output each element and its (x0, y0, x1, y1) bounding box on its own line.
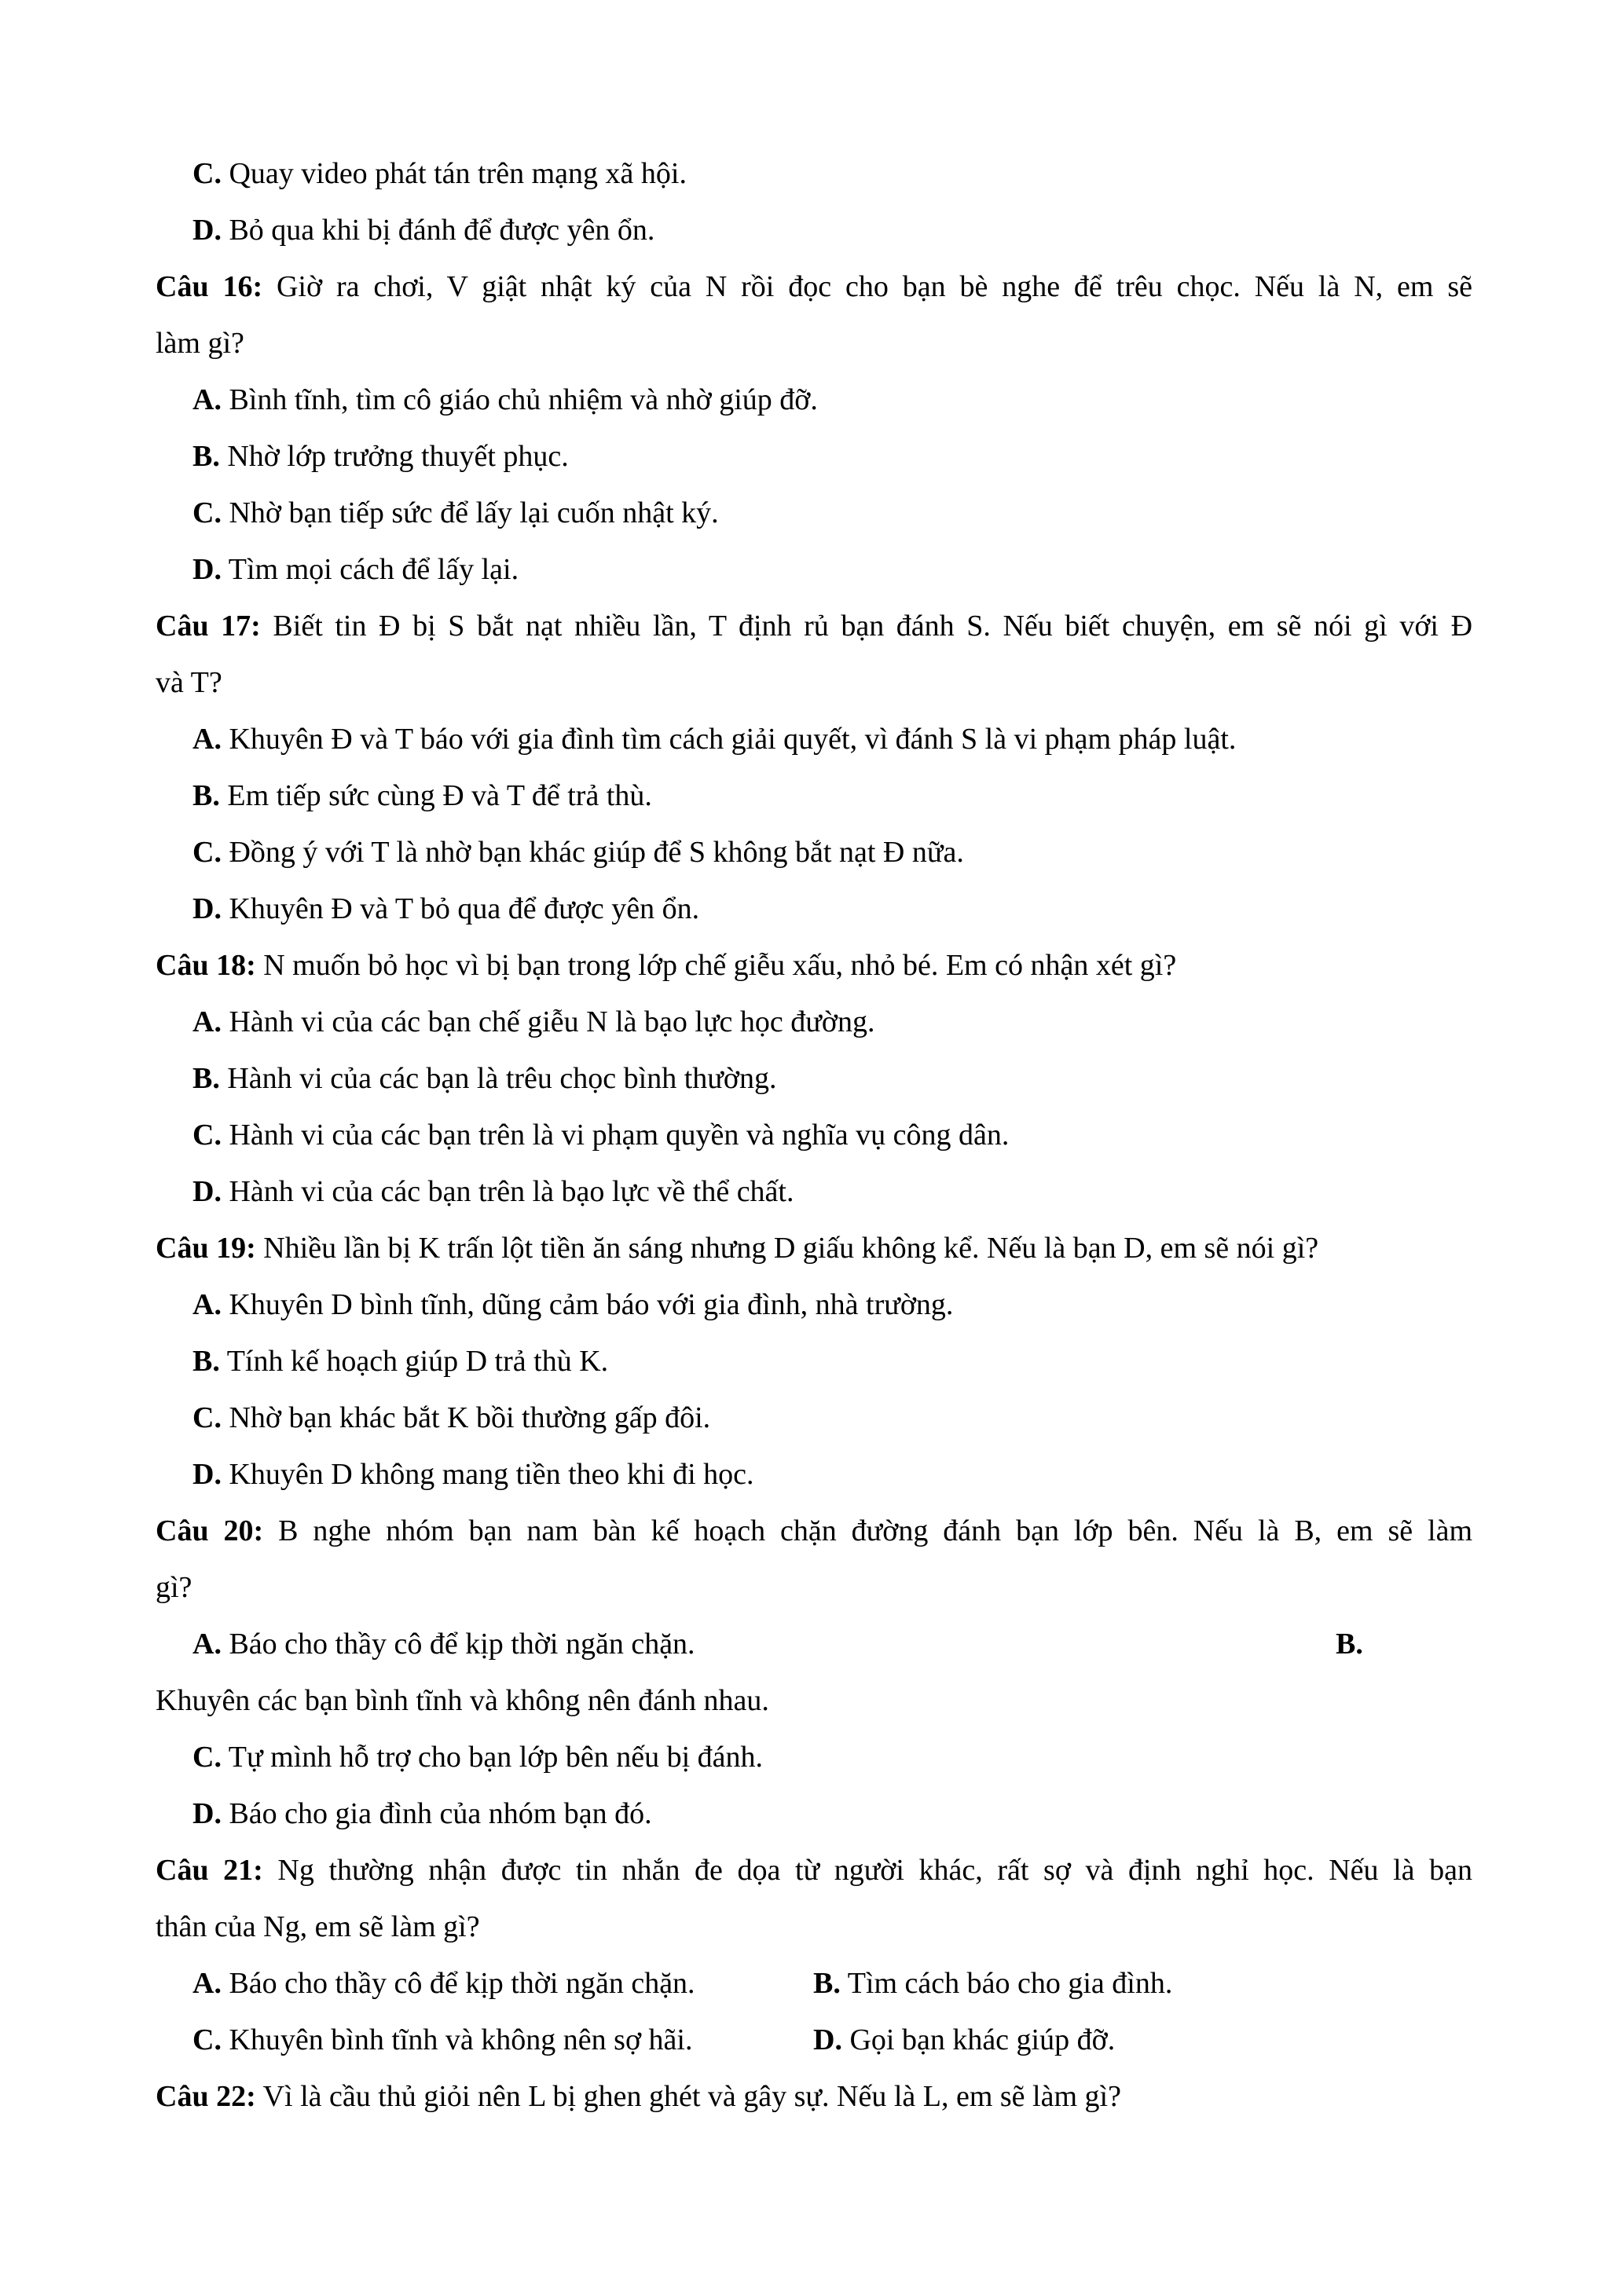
option-c: C. Tự mình hỗ trợ cho bạn lớp bên nếu bị đánh. (192, 1741, 764, 1774)
option-b: B. Tìm cách báo cho gia đình. (813, 1967, 1173, 2000)
question-20-stem: Câu 20: B nghe nhóm bạn nam bàn kế hoạch chặn đường đánh bạn lớp bên. Nếu là B, em sẽ làm (156, 1514, 1473, 1547)
question-19-stem: Câu 19: Nhiều lần bị K trấn lột tiền ăn sáng nhưng D giấu không kể. Nếu là bạn D, em sẽ nói gì? (156, 1232, 1319, 1265)
question-20-stem-cont: gì? (156, 1571, 192, 1604)
option-d: D. Khuyên Đ và T bỏ qua để được yên ổn. (192, 892, 700, 925)
option-d: D. Bỏ qua khi bị đánh để được yên ổn. (192, 214, 655, 247)
option-a: A. Báo cho thầy cô để kịp thời ngăn chặn. (192, 1628, 695, 1661)
option-row-cd (192, 2023, 1116, 2056)
option-b: B. Nhờ lớp trưởng thuyết phục. (192, 440, 569, 473)
question-22-stem: Câu 22: Vì là cầu thủ giỏi nên L bị ghen ghét và gây sự. Nếu là L, em sẽ làm gì? (156, 2080, 1121, 2113)
question-17-stem: Câu 17: Biết tin Đ bị S bắt nạt nhiều lần, T định rủ bạn đánh S. Nếu biết chuyện, em sẽ nói gì với Đ (156, 610, 1473, 643)
option-b: B. Tính kế hoạch giúp D trả thù K. (192, 1345, 609, 1378)
option-c: C. Nhờ bạn khác bắt K bồi thường gấp đôi. (192, 1401, 711, 1434)
option-c: C. Khuyên bình tĩnh và không nên sợ hãi. (192, 2023, 693, 2056)
option-a: A. Bình tĩnh, tìm cô giáo chủ nhiệm và nhờ giúp đỡ. (192, 383, 818, 416)
option-c: C. Hành vi của các bạn trên là vi phạm quyền và nghĩa vụ công dân. (192, 1119, 1010, 1152)
option-d: D. Khuyên D không mang tiền theo khi đi học. (192, 1458, 754, 1491)
option-c: C. Nhờ bạn tiếp sức để lấy lại cuốn nhật ký. (192, 496, 719, 529)
option-c: C. Quay video phát tán trên mạng xã hội. (192, 157, 687, 190)
question-18-stem: Câu 18: N muốn bỏ học vì bị bạn trong lớp chế giễu xấu, nhỏ bé. Em có nhận xét gì? (156, 949, 1177, 982)
question-21-stem: Câu 21: Ng thường nhận được tin nhắn đe dọa từ người khác, rất sợ và định nghỉ học. Nếu là bạn (156, 1854, 1473, 1887)
option-b: B. Hành vi của các bạn là trêu chọc bình thường. (192, 1062, 777, 1095)
option-a: A. Khuyên Đ và T báo với gia đình tìm cách giải quyết, vì đánh S là vi phạm pháp luật. (192, 723, 1237, 756)
question-17-stem-cont: và T? (156, 666, 222, 699)
question-21-stem-cont: thân của Ng, em sẽ làm gì? (156, 1910, 480, 1943)
option-a: A. Báo cho thầy cô để kịp thời ngăn chặn. (192, 1967, 695, 2000)
question-16-stem: Câu 16: Giờ ra chơi, V giật nhật ký của N rồi đọc cho bạn bè nghe để trêu chọc. Nếu là N, em sẽ (156, 270, 1472, 303)
option-a: A. Khuyên D bình tĩnh, dũng cảm báo với gia đình, nhà trường. (192, 1288, 954, 1321)
option-d: D. Báo cho gia đình của nhóm bạn đó. (192, 1797, 652, 1830)
question-16-stem-cont: làm gì? (156, 327, 244, 360)
option-row-ab (192, 1967, 1173, 2000)
option-b: Khuyên các bạn bình tĩnh và không nên đánh nhau. (156, 1684, 769, 1717)
option-d: D. Tìm mọi cách để lấy lại. (192, 553, 519, 586)
option-d: D. Gọi bạn khác giúp đỡ. (813, 2023, 1116, 2056)
option-b-key: B. (1336, 1628, 1363, 1661)
option-d: D. Hành vi của các bạn trên là bạo lực về thể chất. (192, 1175, 794, 1208)
option-a: A. Hành vi của các bạn chế giễu N là bạo lực học đường. (192, 1005, 875, 1038)
option-c: C. Đồng ý với T là nhờ bạn khác giúp để S không bắt nạt Đ nữa. (192, 836, 964, 869)
option-b: B. Em tiếp sức cùng Đ và T để trả thù. (192, 779, 652, 812)
